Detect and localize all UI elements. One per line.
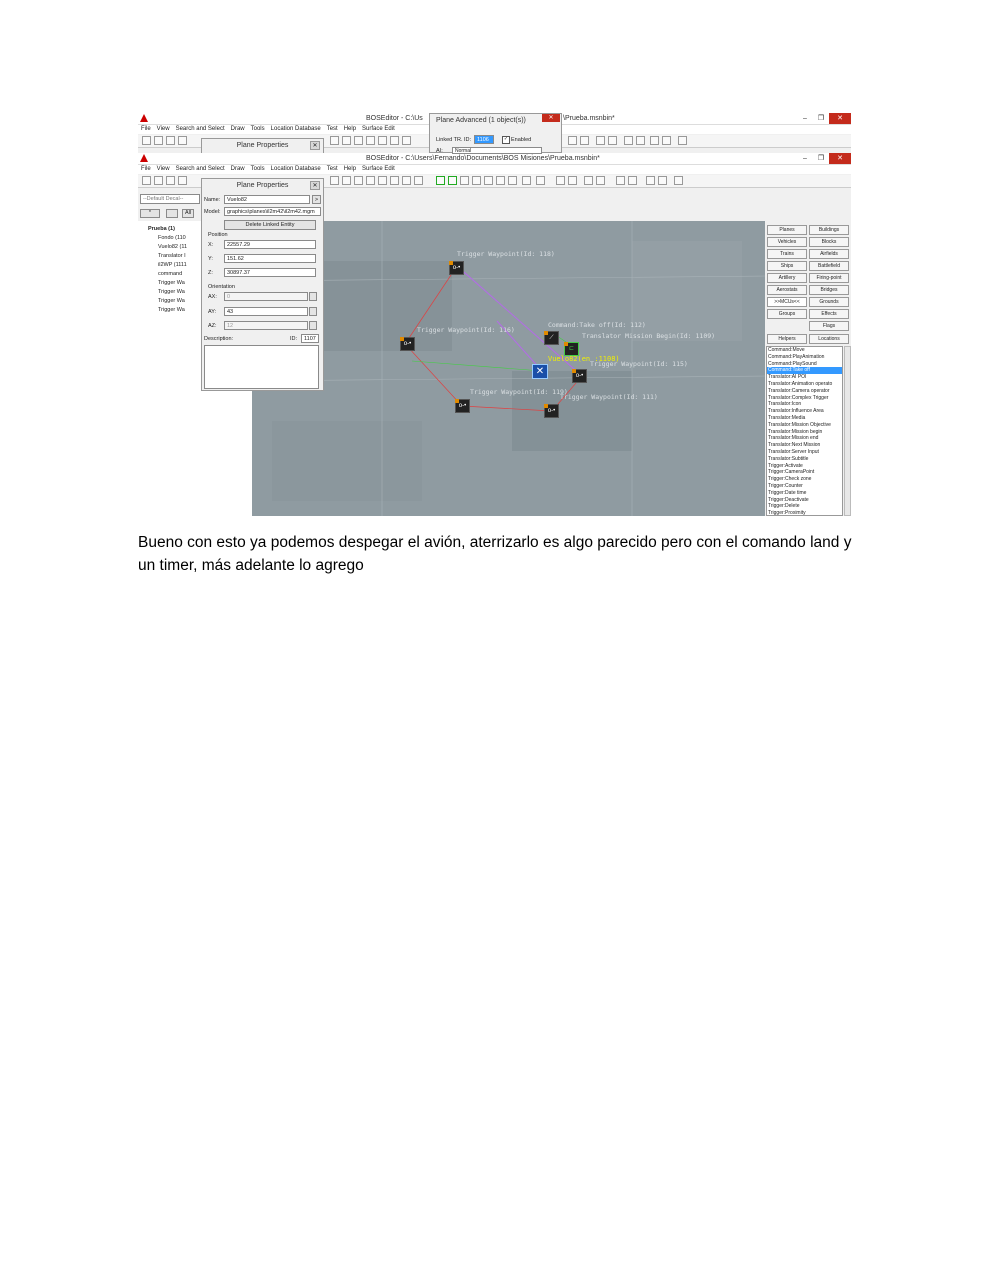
mcu-list-item[interactable]: Translator:AI POI xyxy=(768,374,807,381)
mcu-list-item[interactable]: Command:Move xyxy=(768,347,805,353)
mcu-list-item[interactable]: Translator:Camera operator xyxy=(768,387,830,394)
menu-view[interactable]: View xyxy=(156,166,170,172)
name-label: Name: xyxy=(204,197,221,203)
tool-icon[interactable] xyxy=(366,136,375,145)
mcu-list-item[interactable]: Translator:Influence Area xyxy=(768,408,824,415)
menu-draw[interactable]: Draw xyxy=(230,126,245,132)
tool-icon[interactable] xyxy=(354,136,363,145)
ay-field[interactable]: 43 xyxy=(224,307,308,316)
palette-blocks[interactable]: Blocks xyxy=(809,237,849,247)
tool-icon[interactable] xyxy=(378,136,387,145)
position-label: Position xyxy=(208,232,228,238)
tree-root[interactable]: Prueba (1) xyxy=(148,226,175,232)
tool-icon[interactable] xyxy=(390,136,399,145)
menu-location-db[interactable]: Location Database xyxy=(270,126,321,132)
linked-tr-id-label: Linked TR. ID: xyxy=(436,137,472,143)
app-logo-icon xyxy=(140,154,148,162)
ax-stepper[interactable] xyxy=(309,292,317,301)
mcu-list-scrollbar[interactable] xyxy=(844,346,851,516)
tool-icon[interactable] xyxy=(536,176,545,185)
tool-icon[interactable] xyxy=(556,176,565,185)
menu-tools[interactable]: Tools xyxy=(250,126,265,132)
description-label: Description: xyxy=(204,336,234,342)
tree-item[interactable]: Trigger Wa xyxy=(158,289,185,295)
tool-icon[interactable] xyxy=(658,176,667,185)
close-button[interactable]: ✕ xyxy=(829,153,851,164)
menu-tools[interactable]: Tools xyxy=(250,166,265,172)
app-logo-icon xyxy=(140,114,148,122)
palette-trains[interactable]: Trains xyxy=(767,249,807,259)
menu-view[interactable]: View xyxy=(156,126,170,132)
plane-properties-title: Plane Properties xyxy=(202,179,323,192)
tree-item[interactable]: Fondo (110 xyxy=(158,235,186,241)
name-field[interactable]: Vuelo82 xyxy=(224,195,310,204)
cut-icon[interactable] xyxy=(142,176,151,185)
all-button[interactable]: All xyxy=(182,209,194,218)
plane-properties-back xyxy=(201,138,324,153)
check-icon[interactable] xyxy=(448,176,457,185)
mcu-list-item[interactable]: Trigger:Delete xyxy=(768,503,800,510)
ax-field[interactable]: 0 xyxy=(224,292,308,301)
mcu-list-item[interactable]: Trigger:Counter xyxy=(768,482,803,489)
menu-draw[interactable]: Draw xyxy=(230,166,245,172)
plane-advanced-title: Plane Advanced (1 object(s)) xyxy=(430,114,561,127)
maximize-button[interactable]: ❐ xyxy=(817,155,825,162)
menu-file[interactable]: File xyxy=(141,126,151,132)
tool-icon[interactable] xyxy=(674,176,683,185)
waypoint-marker[interactable]: o-• xyxy=(400,337,415,351)
tool-icon[interactable] xyxy=(650,136,659,145)
z-label: Z: xyxy=(208,270,213,276)
mcu-list-item[interactable]: Translator:Next Mission xyxy=(768,442,821,449)
map-canvas[interactable] xyxy=(252,221,765,516)
palette-mcus[interactable]: >>MCUs<< xyxy=(767,297,807,307)
mcu-list[interactable] xyxy=(766,346,843,516)
tool-icon[interactable] xyxy=(662,136,671,145)
ai-select[interactable]: Normal xyxy=(452,147,542,154)
menu-test[interactable]: Test xyxy=(326,126,338,132)
palette-locations[interactable]: Locations xyxy=(809,334,849,344)
tool-icon[interactable] xyxy=(342,176,351,185)
palette-grounds[interactable]: Grounds xyxy=(809,297,849,307)
mcu-list-item[interactable]: Command:PlayAnimation xyxy=(768,353,825,360)
mcu-list-item[interactable]: Trigger:CameraPoint xyxy=(768,469,815,476)
tool-icon[interactable] xyxy=(628,176,637,185)
mcu-list-item[interactable]: Translator:Animation operato xyxy=(768,380,833,387)
x-field[interactable]: 22557.29 xyxy=(224,240,316,249)
mcu-list-item[interactable]: Trigger:Date time xyxy=(768,489,807,496)
menu-search[interactable]: Search and Select xyxy=(175,166,225,172)
tool-icon[interactable] xyxy=(678,136,687,145)
menu-search[interactable]: Search and Select xyxy=(175,126,225,132)
waypoint-marker[interactable]: o-• xyxy=(544,404,559,418)
tool-icon[interactable] xyxy=(522,176,531,185)
copy-icon[interactable] xyxy=(154,136,163,145)
tool-icon[interactable] xyxy=(616,176,625,185)
palette-helpers[interactable]: Helpers xyxy=(767,334,807,344)
tool-icon[interactable] xyxy=(624,136,633,145)
mcu-list-item[interactable]: Trigger:Check zone xyxy=(768,476,812,483)
menu-surface-edit[interactable]: Surface Edit xyxy=(362,126,395,132)
map-label: Trigger Waypoint(Id: 118) xyxy=(457,250,555,258)
tool-icon[interactable] xyxy=(402,176,411,185)
mcu-list-item[interactable]: Translator:Mission end xyxy=(768,435,819,442)
ay-label: AY: xyxy=(208,309,217,315)
mcu-list-item[interactable]: Command:Take off xyxy=(767,367,842,374)
mcu-list-item[interactable]: Translator:Mission begin xyxy=(768,428,823,435)
z-field[interactable]: 30897.37 xyxy=(224,268,316,277)
palette-battlefield[interactable]: Battlefield xyxy=(809,261,849,271)
back-window-title: BOSEditor - C:\Us xyxy=(366,115,423,122)
model-field[interactable]: graphics\planes\il2m42\il2m42.mgm xyxy=(224,207,321,216)
import-icon[interactable] xyxy=(178,136,187,145)
grid-icon[interactable] xyxy=(166,176,175,185)
tool-icon[interactable] xyxy=(354,176,363,185)
check-icon[interactable] xyxy=(436,176,445,185)
az-stepper[interactable] xyxy=(309,321,317,330)
palette-groups[interactable]: Groups xyxy=(767,309,807,319)
tree-item[interactable]: Trigger Wa xyxy=(158,298,185,304)
mcu-list-item[interactable]: Translator:Media xyxy=(768,414,806,421)
tool-icon[interactable] xyxy=(496,176,505,185)
front-window-title: BOSEditor - C:\Users\Fernando\Documents\BOS Misiones\Prueba.msnbin* xyxy=(366,155,600,162)
mission-begin-icon[interactable]: ⊏ xyxy=(564,342,579,356)
tool-icon[interactable] xyxy=(330,176,339,185)
takeoff-command-icon[interactable]: ⟋ xyxy=(544,331,559,345)
tree-item[interactable]: Vuelo82 (11 xyxy=(158,244,188,250)
minimize-button[interactable]: – xyxy=(803,155,807,162)
ax-label: AX: xyxy=(208,294,217,300)
tree-item[interactable]: Trigger Wa xyxy=(158,280,185,286)
delete-linked-entity-button[interactable]: Delete Linked Entity xyxy=(224,220,316,230)
maximize-button[interactable]: ❐ xyxy=(817,115,825,122)
editor-screenshot xyxy=(138,113,851,516)
decal-select[interactable]: --Default Decal-- xyxy=(140,194,200,204)
close-button[interactable]: ✕ xyxy=(829,113,851,124)
enabled-checkbox[interactable]: ✓ xyxy=(503,136,509,142)
object-palette xyxy=(765,221,851,516)
y-label: Y: xyxy=(208,256,213,262)
mcu-list-item[interactable]: Translator:Icon xyxy=(768,401,802,408)
close-icon[interactable]: ✕ xyxy=(542,114,560,122)
palette-aerostats[interactable]: Aerostats xyxy=(767,285,807,295)
plane-label: Vuelo82(en :1108) xyxy=(548,355,620,363)
waypoint-marker[interactable]: o-• xyxy=(455,399,470,413)
menu-location-db[interactable]: Location Database xyxy=(270,166,321,172)
enabled-label: Enabled xyxy=(511,137,532,143)
document-paragraph: Bueno con esto ya podemos despegar el avión, aterrizarlo es algo parecido pero con el comando land y un timer, más adelante lo agrego xyxy=(138,534,852,574)
tool-icon[interactable] xyxy=(646,176,655,185)
linked-tr-id-field[interactable]: 1106 xyxy=(474,135,494,144)
tool-icon[interactable] xyxy=(584,176,593,185)
copy-icon[interactable] xyxy=(154,176,163,185)
filter-button[interactable] xyxy=(166,209,178,218)
map-overlay xyxy=(252,221,765,516)
menu-help[interactable]: Help xyxy=(343,126,357,132)
plane-properties-back-title: Plane Properties xyxy=(202,139,323,152)
model-label: Model: xyxy=(204,209,221,215)
ai-label: AI: xyxy=(436,148,443,154)
orientation-label: Orientation xyxy=(208,284,235,290)
tool-icon[interactable] xyxy=(596,136,605,145)
menu-help[interactable]: Help xyxy=(343,166,357,172)
waypoint-marker[interactable]: o-• xyxy=(449,261,464,275)
menu-surface-edit[interactable]: Surface Edit xyxy=(362,166,395,172)
id-label: ID: xyxy=(290,336,298,342)
map-label: Translator Mission Begin(Id: 1109) xyxy=(582,332,716,340)
tool-icon[interactable] xyxy=(472,176,481,185)
waypoint-marker[interactable]: o-• xyxy=(572,369,587,383)
az-field[interactable]: 12 xyxy=(224,321,308,330)
palette-planes[interactable]: Planes xyxy=(767,225,807,235)
rename-button[interactable]: > xyxy=(312,195,321,204)
mcu-list-item[interactable]: Translator:Complex Trigger xyxy=(768,394,829,401)
tool-icon[interactable] xyxy=(330,136,339,145)
palette-firing-point[interactable]: Firing-point xyxy=(809,273,849,283)
tree-item[interactable]: Trigger Wa xyxy=(158,307,185,313)
map-label: Trigger Waypoint(Id: 119) xyxy=(470,388,568,396)
tool-icon[interactable] xyxy=(568,136,577,145)
dot-icon[interactable] xyxy=(460,176,469,185)
mcu-list-item[interactable]: Trigger:Deactivate xyxy=(768,496,809,503)
mcu-list-item[interactable]: Translator:Mission Objective xyxy=(768,421,831,428)
plane-properties-dialog xyxy=(201,178,324,391)
front-window-controls xyxy=(797,153,851,164)
tool-icon[interactable] xyxy=(366,176,375,185)
mcu-list-item[interactable]: Trigger:Activate xyxy=(768,462,803,469)
map-label: Trigger Waypoint(Id: 116) xyxy=(417,326,515,334)
az-label: AZ: xyxy=(208,323,217,329)
grid-icon[interactable] xyxy=(166,136,175,145)
palette-airfields[interactable]: Airfields xyxy=(809,249,849,259)
mcu-list-item[interactable]: Translator:Server Input xyxy=(768,448,819,455)
back-window-title-end: \Prueba.msnbin* xyxy=(563,115,615,122)
map-label: Trigger Waypoint(Id: 111) xyxy=(560,393,658,401)
back-window-controls xyxy=(797,113,851,124)
minimize-button[interactable]: – xyxy=(803,115,807,122)
id-field: 1107 xyxy=(301,334,319,343)
mcu-list-item[interactable]: Command:PlaySound xyxy=(768,360,817,367)
mcu-list-item[interactable]: Trigger:Proximity xyxy=(768,510,806,516)
palette-artillery[interactable]: Artillery xyxy=(767,273,807,283)
tool-icon[interactable] xyxy=(414,176,423,185)
close-icon[interactable]: ✕ xyxy=(310,181,320,190)
tree-item[interactable]: command xyxy=(158,271,183,277)
palette-effects[interactable]: Effects xyxy=(809,309,849,319)
tool-icon[interactable] xyxy=(484,176,493,185)
import-icon[interactable] xyxy=(178,176,187,185)
tool-icon[interactable] xyxy=(608,136,617,145)
map-label: Command:Take off(Id: 112) xyxy=(548,321,646,329)
cut-icon[interactable] xyxy=(142,136,151,145)
tool-icon[interactable] xyxy=(508,176,517,185)
tool-icon[interactable] xyxy=(390,176,399,185)
add-button[interactable]: * xyxy=(140,209,160,218)
tool-icon[interactable] xyxy=(636,136,645,145)
ay-stepper[interactable] xyxy=(309,307,317,316)
description-textarea[interactable] xyxy=(204,345,319,389)
close-icon[interactable]: ✕ xyxy=(310,141,320,150)
palette-bridges[interactable]: Bridges xyxy=(809,285,849,295)
tool-icon[interactable] xyxy=(580,136,589,145)
tool-icon[interactable] xyxy=(402,136,411,145)
x-label: X: xyxy=(208,242,214,248)
plane-advanced-dialog xyxy=(429,113,562,153)
palette-flags[interactable]: Flags xyxy=(809,321,849,331)
mcu-list-item[interactable]: Translator:Subtitle xyxy=(768,455,809,462)
palette-buildings[interactable]: Buildings xyxy=(809,225,849,235)
front-window-titlebar xyxy=(138,153,851,165)
tool-icon[interactable] xyxy=(342,136,351,145)
tool-icon[interactable] xyxy=(378,176,387,185)
menu-test[interactable]: Test xyxy=(326,166,338,172)
tree-item[interactable]: il2WP (1111 xyxy=(158,262,187,268)
map-label: Trigger Waypoint(Id: 115) xyxy=(590,360,688,368)
menu-file[interactable]: File xyxy=(141,166,151,172)
tool-icon[interactable] xyxy=(596,176,605,185)
palette-ships[interactable]: Ships xyxy=(767,261,807,271)
tree-item[interactable]: Translator I xyxy=(158,253,186,259)
palette-vehicles[interactable]: Vehicles xyxy=(767,237,807,247)
y-field[interactable]: 151.62 xyxy=(224,254,316,263)
front-menubar xyxy=(138,165,851,174)
tool-icon[interactable] xyxy=(568,176,577,185)
plane-icon[interactable]: ✕ xyxy=(532,364,548,379)
